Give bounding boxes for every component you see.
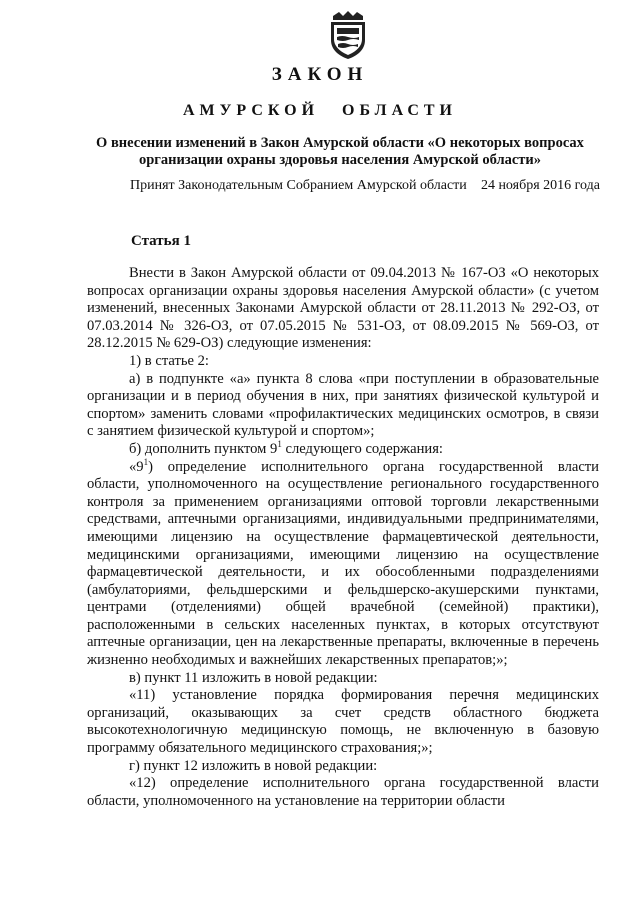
paragraph-item1: 1) в статье 2: [129, 352, 209, 369]
paragraph-item-a: а) в подпункте «а» пункта 8 слова «при поступлении в образовательные организации и в период обучения в них, при занятиях физической культурой и спортом» заменить словами «профилактических медицинских осмотров, в связи с занятием физической культурой и спортом»; [87, 370, 599, 440]
document-type-title: ЗАКОН [271, 64, 369, 85]
item-b-superscript: 1 [277, 439, 282, 450]
law-subject-heading: О внесении изменений в Закон Амурской области «О некоторых вопросах организации охраны здоровья населения Амурской области» [96, 135, 584, 168]
paragraph-item-v: в) пункт 11 изложить в новой редакции: [129, 669, 378, 686]
point-9-1-superscript: 1 [143, 456, 149, 467]
paragraph-intro: Внести в Закон Амурской области от 09.04.2013 № 167-ОЗ «О некоторых вопросах организации охраны здоровья населения Амурской области» (с учетом изменений, внесенных Законами Амурской области от 28.11.2013 № 292-ОЗ, от 07.03.2014 № 326-ОЗ, от 07.05.2015 № 531-ОЗ, от 08.09.2015 № 569-ОЗ, от 28.12.2015 № 629-ОЗ) следующие изменения: [87, 265, 599, 352]
coat-of-arms-emblem [325, 10, 371, 60]
paragraph-point-9-1 [87, 456, 599, 670]
adoption-line [130, 178, 600, 194]
point-9-1-prefix: «9 [129, 458, 144, 475]
paragraph-point-11: «11) установление порядка формирования перечня медицинских организаций, оказывающих за счет средств областного бюджета высокотехнологичную медицинскую помощь, не включенную в базовую программу обязательного медицинского страхования;»; [87, 687, 599, 757]
article-heading: Статья 1 [131, 233, 191, 249]
item-b-suffix: следующего содержания: [281, 440, 443, 457]
paragraph-point-12: «12) определение исполнительного органа государственной власти области, уполномоченного на установление на территории области [87, 775, 599, 809]
paragraph-item-g: г) пункт 12 изложить в новой редакции: [129, 757, 378, 774]
article-body [87, 265, 599, 810]
point-9-1-text: ) определение исполнительного органа государственной власти области, уполномоченного на осуществление регионального государственного контроля за применением организациями оптовой торговли лекарственными средствами, аптечными организациями, индивидуальными предпринимателями, имеющими лицензию на осуществление фармацевтической деятельности, медицинскими организациями, имеющими лицензию на осуществление фармацевтической деятельности, и их обособленными подразделениями (амбулаториями, фельдшерскими и фельдшерско-акушерскими пунктами, центрами (отделениями) общей врачебной (семейной) практики), расположенными в сельских населенных пунктах, в которых отсутствуют аптечные организации, цен на лекарственные препараты, включенные в перечень жизненно необходимых и важнейших лекарственных препаратов;»; [87, 458, 599, 669]
item-b-prefix: б) дополнить пунктом 9 [129, 440, 278, 457]
paragraph-item-b [87, 441, 599, 459]
adoption-date: 24 ноября 2016 года [480, 178, 600, 193]
adopted-by-text: Принят Законодательным Собранием Амурской области [130, 178, 467, 193]
region-title: АМУРСКОЙ ОБЛАСТИ [183, 102, 457, 119]
